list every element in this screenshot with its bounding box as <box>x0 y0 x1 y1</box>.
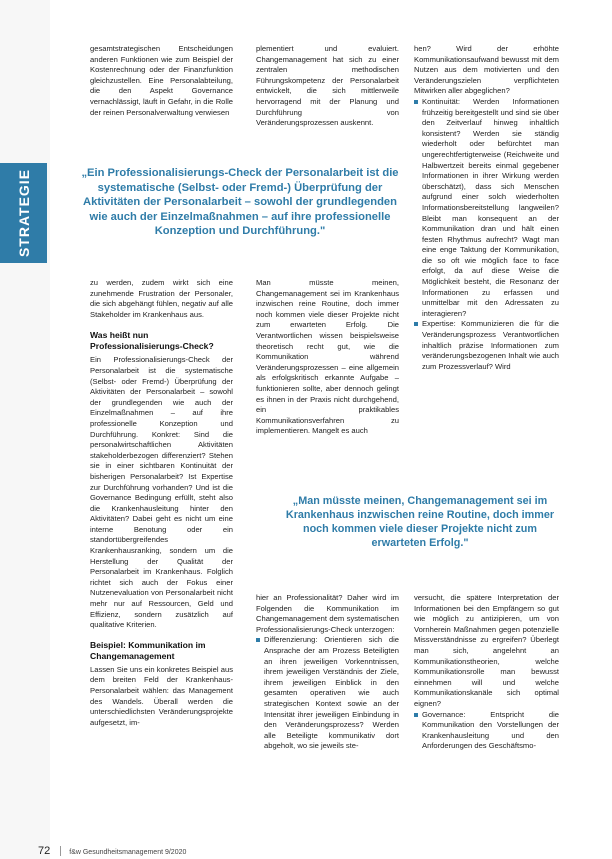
pull-quote-2: „Man müsste meinen, Changemanagement sei im Krankenhaus inzwischen reine Routine, doch immer noch kommen viele dieser Projekte nicht zum erwarteten Erfolg." <box>285 495 555 549</box>
column-3-bottom <box>414 593 559 843</box>
subheading: Beispiel: Kommunikation im Changemanagement <box>90 639 206 661</box>
column-2-mid <box>256 278 399 458</box>
list-item: Kontinuität: Werden Informationen frühzeitig bereitgestellt und sind sie über den Zeitverlauf hinweg inhaltlich konsistent? Werden sie ständig wiederholt oder befürchtet man ungerechtfertigterweise (Reichweite und Halbwertzeit bereits einmal gegebener Informationen in ihrer Wirkung werden überschätzt), dass sich Menschen aufgrund einer solch wiederholten Informationsbereitstellung langweilen? Bleibt man konsequent an der Kommunikation dran und hält einen festen Rhythmus aufrecht? Wagt man eine enge Taktung der Kommunikation, die so oft wie möglich face to face erfolgt, da auf diese Weise die Möglichkeit besteht, die Resonanz der Informationen zu erfassen und unmittelbar mit den Adressaten zu interagieren? <box>414 97 559 319</box>
list-item: Governance: Entspricht die Kommunikation den Vorstellungen der Krankenhausleitung und den Anforderungen des Geschäftsmo- <box>414 710 559 752</box>
page-sidebar <box>0 0 50 859</box>
paragraph: zu werden, zudem wirkt sich eine zunehmende Frustration der Personaler, die sich abgehängt fühlen, negativ auf alle Stakeholder im Krankenhaus aus. <box>90 278 233 319</box>
section-label: STRATEGIE <box>15 168 32 258</box>
paragraph: hier an Professionalität? Daher wird im Folgenden die Kommunikation im Changemanagement dem systematischen Professionalisierungs-Check unterzogen: <box>256 593 399 634</box>
column-1-body <box>90 278 233 843</box>
section-tab <box>0 163 47 263</box>
paragraph: Ein Professionalisierungs-Check der Personalarbeit ist die systematische (Selbst- oder Fremd-) Überprüfung der Aktivitäten der Personalarbeit – sowohl der grundlegenden wie auch der Einzelmaßnahmen – auf ihre professionelle Konzeption und Durchführung. Konkret: Sind die personalwirtschaftlichen Aktivitäten stakeholderbezogen differenziert? Stehen sie in einer sichtbaren Kontinuität der bisherigen Personalarbeit? Ist Expertise zur Durchführung vorhanden? Und ist die Governance Bedingung erfüllt, steht also die Krankenhausleitung hinter den Aktivitäten? Dabei geht es nicht um eine interne Benotung oder ein standortübergreifendes Krankenhausranking, sondern um die Herstellung der Qualität der Personalarbeit im Krankenhaus. Folglich richtet sich auch der Fokus einer Nutzenevaluation von Personalarbeit nicht mehr nur auf Ressourcen, Geld und Effizienz, sondern zusätzlich auf qualitative Kriterien. <box>90 355 233 630</box>
page-footer <box>38 845 186 857</box>
paragraph: Man müsste meinen, Changemanagement sei im Krankenhaus inzwischen reine Routine, doch immer noch kommen viele dieser Projekte nicht zum erwarteten Erfolg. Die Verantwortlichen wissen beispielsweise theoretisch recht gut, wie die Kommunikation während Veränderungsprozessen – eine allgemein als erfolgskritisch erkannte Aufgabe – funktionieren sollte, aber dennoch gelingt es ihnen in der Praxis nicht durchgehend, ein praktikables Kommunikationsverfahren zu implementieren. Mangelt es auch <box>256 278 399 436</box>
bullet-list <box>256 635 399 752</box>
footer-divider <box>60 846 61 856</box>
bullet-list <box>414 710 559 752</box>
paragraph: Lassen Sie uns ein konkretes Beispiel aus dem breiten Feld der Krankenhaus-Personalarbeit wählen: das Management des Wandels. Überall werden die unterschiedlichsten Veränderungsprojekte aufgesetzt, im- <box>90 664 233 727</box>
list-item: Expertise: Kommunizieren die für die Veränderungsprozess Verantwortlichen inhaltlich präzise Informationen zum veränderungsbezogenen Inhalt wie auch zum Prozessverlauf? Wird <box>414 319 559 372</box>
paragraph: hen? Wird der erhöhte Kommunikationsaufwand bewusst mit dem Nutzen aus dem motivierten und den Veränderungszielen verpflichteten Mitwirken aller abgeglichen? <box>414 44 559 96</box>
publication-reference: f&w Gesundheitsmanagement 9/2020 <box>69 849 187 856</box>
column-2-top <box>256 44 399 144</box>
paragraph: plementiert und evaluiert. Changemanagement hat sich zu einer zentralen methodischen Führungskompetenz der Personalarbeit entwickelt, die sich mittlerweile hervorragend mit der Planung und Durchführung von Veränderungsprozessen auskennt. <box>256 44 399 128</box>
subheading: Was heißt nun Professionalisierungs-Check? <box>90 330 214 352</box>
column-1-top <box>90 44 233 144</box>
paragraph: gesamtstrategischen Entscheidungen anderen Funktionen wie zum Beispiel der Kostenrechnung oder der Finanzfunktion gleichzustellen. Eine Personalabteilung, die den Aspekt Governance vernachlässigt, läuft in Gefahr, in die Rolle der reinen Personalverwaltung verwiesen <box>90 44 233 117</box>
column-2-bottom <box>256 593 399 843</box>
paragraph: versucht, die spätere Interpretation der Informationen bei den Empfängern so gut wie möglich zu antizipieren, um von Vornherein Maßnahmen gegen potenzielle Missverständnisse zu ergreifen? Überlegt man sich, angelehnt an Kommunikationstheorien, welche Kommunikationsrolle man bewusst einnehmen will und welche Kommunikationskanäle sich optimal eignen? <box>414 593 559 708</box>
column-3-top <box>414 44 559 462</box>
pull-quote-1: „Ein Professionalisierungs-Check der Personalarbeit ist die systematische (Selbst- oder Fremd-) Überprüfung der Aktivitäten der Personalarbeit – sowohl der grundlegenden wie auch der Einzelmaßnahmen – auf ihre professionelle Konzeption und Durchführung." <box>81 167 399 237</box>
list-item: Differenzierung: Orientieren sich die Ansprache der am Prozess Beteiligten an ihren jeweiligen Vorkenntnissen, ihrem jeweiligen Verständnis der Ziele, ihrem jeweiligen Einblick in den gesamten operativen wie auch strategischen Kontext sowie an der Intensität ihrer jeweiligen Einbindung in den Veränderungsprozess? Werden alle Beteiligte kommunikativ dort abgeholt, wo sie jeweils ste- <box>256 635 399 752</box>
page-number: 72 <box>38 845 51 857</box>
bullet-list <box>414 97 559 372</box>
